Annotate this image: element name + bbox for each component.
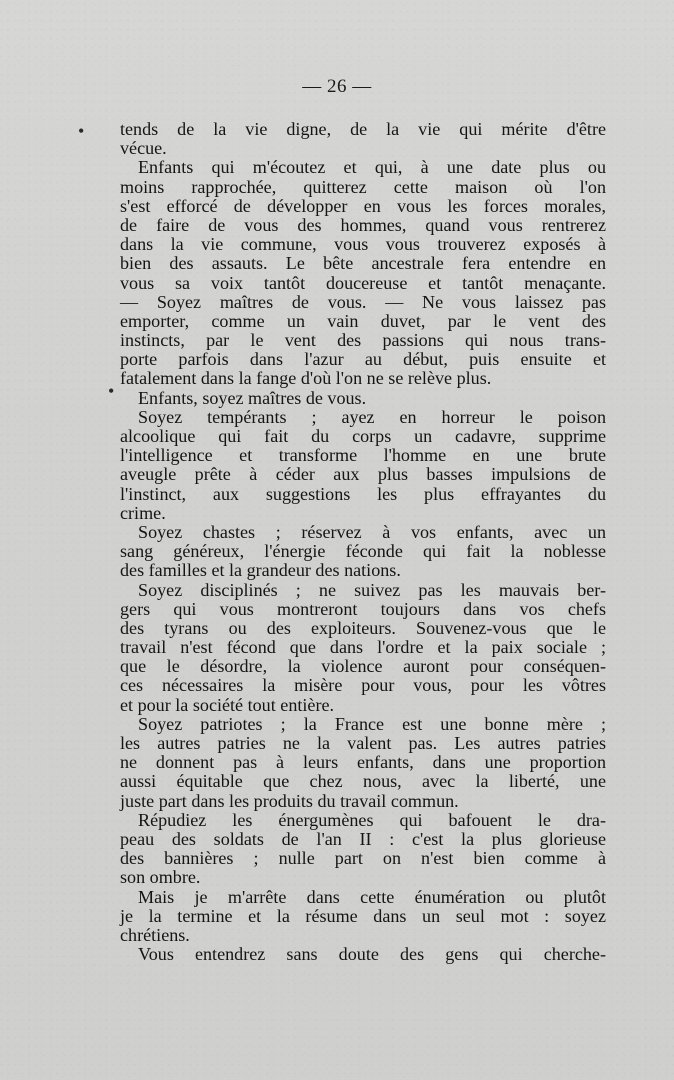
- text-line: de faire de vous des hommes, quand vous rentrerez: [120, 214, 606, 235]
- text-line: des familles et la grandeur des nations.: [120, 560, 401, 581]
- text-line: Enfants, soyez maîtres de vous.: [138, 387, 367, 408]
- text-line: instincts, par le vent des passions qui nous trans-: [120, 330, 606, 351]
- text-line: alcoolique qui fait du corps un cadavre, supprime: [120, 426, 606, 446]
- text-line: ces nécessaires la misère pour vous, pour les vôtres: [120, 675, 606, 696]
- text-line: — Soyez maîtres de vous. — Ne vous laissez pas: [120, 291, 606, 312]
- text-line: juste part dans les produits du travail commun.: [120, 790, 459, 811]
- text-line: je la termine et la résume dans un seul mot : soyez: [120, 905, 606, 926]
- text-line: crime.: [120, 502, 166, 523]
- text-line: aussi équitable que chez nous, avec la liberté, une: [120, 771, 606, 792]
- margin-mark: •: [78, 121, 85, 141]
- text-line: moins rapprochée, quitterez cette maison où l'on: [120, 176, 606, 197]
- text-line: chrétiens.: [120, 924, 190, 945]
- text-line: des tyrans ou des exploiteurs. Souvenez-vous que le: [120, 617, 606, 638]
- text-line: emporter, comme un vain duvet, par le vent des: [120, 310, 606, 331]
- text-line: Vous entendrez sans doute des gens qui cherche-: [138, 944, 606, 965]
- text-line: ne donnent pas à leurs enfants, dans une proportion: [120, 752, 606, 773]
- text-line: que le désordre, la violence auront pour conséquen-: [120, 656, 606, 677]
- text-line: dans la vie commune, vous vous trouverez exposés à: [120, 234, 606, 255]
- text-line: Répudiez les énergumènes qui bafouent le dra-: [138, 809, 606, 830]
- text-line: son ombre.: [120, 867, 201, 888]
- text-line: s'est efforcé de développer en vous les forces morales,: [120, 195, 606, 216]
- text-line: bien des assauts. Le bête ancestrale fera entendre en: [120, 253, 606, 274]
- text-line: l'intelligence et transforme l'homme en une brute: [120, 445, 606, 466]
- text-line: vous sa voix tantôt doucereuse et tantôt menaçante.: [120, 272, 606, 293]
- text-line: porte parfois dans l'azur au début, puis ensuite et: [120, 349, 606, 370]
- text-line: travail n'est fécond que dans l'ordre et la paix sociale ;: [120, 637, 606, 658]
- text-line: gers qui vous montreront toujours dans vos chefs: [120, 598, 606, 619]
- text-line: Soyez tempérants ; ayez en horreur le poison: [138, 406, 606, 427]
- text-line: et pour la société tout entière.: [120, 694, 335, 715]
- text-line: peau des soldats de l'an II : c'est la plus glorieuse: [120, 828, 606, 849]
- body-text: [120, 120, 606, 964]
- text-line: les autres patries ne la valent pas. Les autres patries: [120, 733, 606, 753]
- text-line: Soyez chastes ; réservez à vos enfants, avec un: [138, 521, 606, 542]
- text-line: Soyez patriotes ; la France est une bonne mère ;: [138, 713, 606, 734]
- text-line: tends de la vie digne, de la vie qui mérite d'être: [120, 119, 606, 139]
- text-line: vécue.: [120, 138, 167, 159]
- text-line: sang généreux, l'énergie féconde qui fait la noblesse: [120, 541, 606, 562]
- text-line: des bannières ; nulle part on n'est bien comme à: [120, 848, 606, 869]
- text-line: aveugle prête à céder aux plus basses impulsions de: [120, 464, 606, 485]
- page-number: — 26 —: [302, 76, 372, 97]
- text-line: Mais je m'arrête dans cette énumération ou plutôt: [138, 886, 606, 907]
- margin-mark: •: [108, 381, 115, 401]
- text-line: l'instinct, aux suggestions les plus effrayantes du: [120, 483, 606, 504]
- text-line: Enfants qui m'écoutez et qui, à une date plus ou: [138, 157, 606, 178]
- text-line: fatalement dans la fange d'où l'on ne se relève plus.: [120, 368, 492, 389]
- text-line: Soyez disciplinés ; ne suivez pas les mauvais ber-: [138, 579, 606, 600]
